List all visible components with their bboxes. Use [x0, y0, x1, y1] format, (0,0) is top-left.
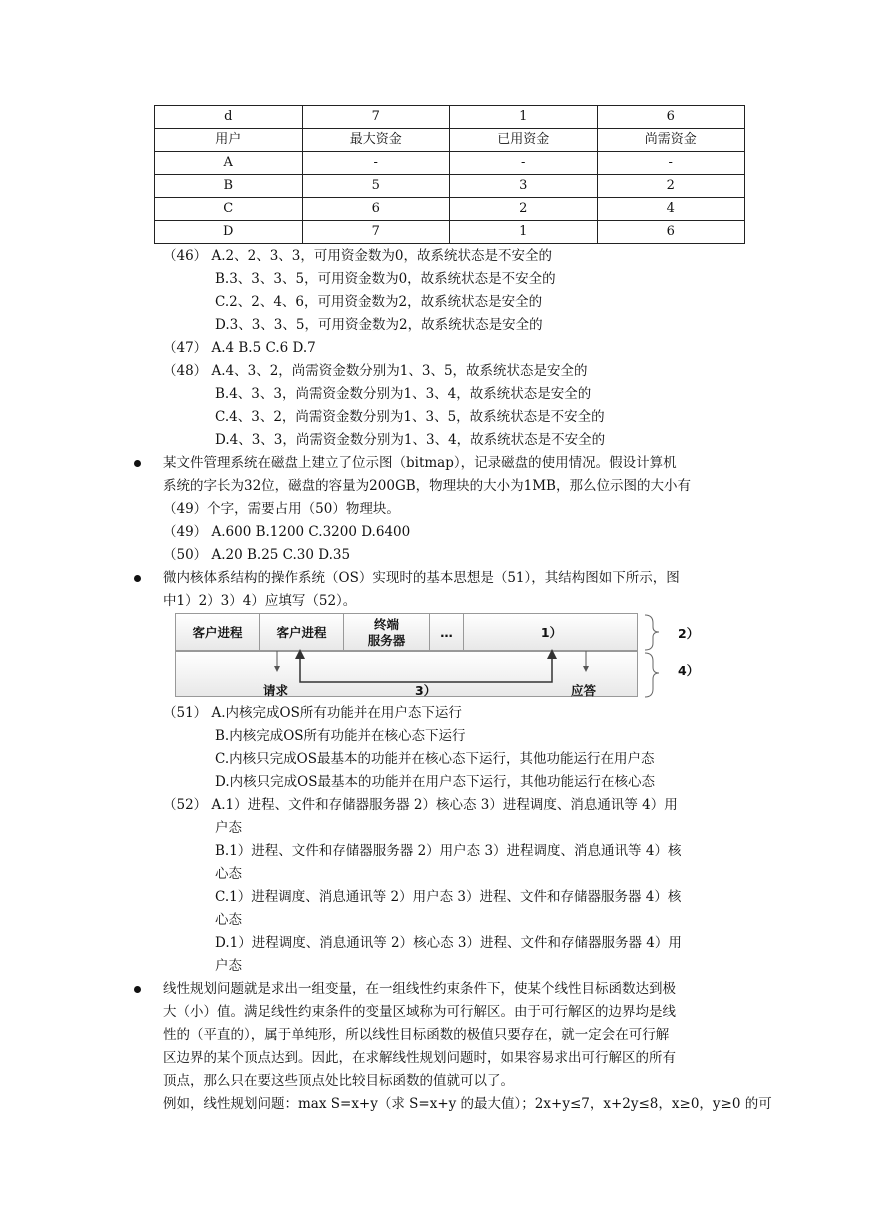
table-cell: C — [155, 198, 303, 221]
table-cell: 3 — [450, 175, 598, 198]
q51-d: D.内核只完成OS最基本的功能并在用户态下运行，其他功能运行在核心态 — [215, 774, 655, 790]
para-lp-1: 线性规划问题就是求出一组变量，在一组线性约束条件下，使某个线性目标函数达到极 — [163, 981, 676, 997]
table-cell: B — [155, 175, 303, 198]
table-row — [155, 152, 745, 175]
q52-a: （52） A.1）进程、文件和存储器服务器 2）核心态 3）进程调度、消息通讯等 4）用 — [163, 797, 678, 813]
microkernel-diagram — [175, 611, 705, 701]
q52-b-cont: 心态 — [215, 866, 242, 882]
table-cell: 6 — [302, 198, 450, 221]
table-cell: D — [155, 221, 303, 244]
para-bitmap-2: 系统的字长为32位，磁盘的容量为200GB，物理块的大小为1MB，那么位示图的大小有 — [163, 478, 691, 494]
q51-a: （51） A.内核完成OS所有功能并在用户态下运行 — [163, 705, 462, 721]
q50-options: （50） A.20 B.25 C.30 D.35 — [163, 547, 351, 563]
label-reply: 应答 — [571, 683, 597, 698]
para-microkernel-1: 微内核体系结构的操作系统（OS）实现时的基本思想是（51），其结构图如下所示，图 — [163, 570, 680, 586]
para-lp-example: 例如，线性规划问题：max S=x+y（求 S=x+y 的最大值）；2x+y≤7，x+2y≤8，x≥0，y≥0 的可 — [163, 1096, 772, 1112]
client-process-cell: 客户进程 — [260, 614, 344, 652]
table-cell: 5 — [302, 175, 450, 198]
diagram-arrows — [175, 611, 705, 701]
q48-c: C.4、3、2，尚需资金数分别为1、3、5，故系统状态是不安全的 — [215, 409, 605, 425]
table-cell: 6 — [597, 221, 745, 244]
q52-d: D.1）进程调度、消息通讯等 2）核心态 3）进程、文件和存储器服务器 4）用 — [215, 935, 682, 951]
client-process-cell: 客户进程 — [176, 614, 260, 652]
table-cell: 1 — [450, 106, 598, 129]
table-cell: 2 — [597, 175, 745, 198]
label-4: 4） — [678, 663, 700, 678]
table-cell: - — [302, 152, 450, 175]
q52-a-cont: 户态 — [215, 820, 242, 836]
table-row — [155, 175, 745, 198]
table-row — [155, 106, 745, 129]
terminal-server-cell: 终端 服务器 — [344, 614, 430, 652]
table-cell: 用户 — [155, 129, 303, 152]
table-cell: 尚需资金 — [597, 129, 745, 152]
q49-options: （49） A.600 B.1200 C.3200 D.6400 — [163, 524, 411, 540]
q47-options: （47） A.4 B.5 C.6 D.7 — [163, 340, 316, 356]
q46-c: C.2、2、4、6，可用资金数为2，故系统状态是安全的 — [215, 294, 543, 310]
label-request: 请求 — [263, 683, 289, 698]
q48-a: （48） A.4、3、2，尚需资金数分别为1、3、5，故系统状态是安全的 — [163, 363, 588, 379]
q52-c-cont: 心态 — [215, 912, 242, 928]
q51-c: C.内核只完成OS最基本的功能并在核心态下运行，其他功能运行在用户态 — [215, 751, 655, 767]
q51-b: B.内核完成OS所有功能并在核心态下运行 — [215, 728, 466, 744]
bullet-icon — [134, 460, 141, 467]
label-3: 3） — [415, 683, 437, 698]
table-row — [155, 129, 745, 152]
para-microkernel-2: 中1）2）3）4）应填写（52）。 — [163, 593, 357, 609]
table-cell: 已用资金 — [450, 129, 598, 152]
label-1-cell: 1） — [540, 625, 563, 640]
label-2: 2） — [678, 626, 700, 641]
table-cell: 2 — [450, 198, 598, 221]
table-cell: 7 — [302, 106, 450, 129]
para-bitmap-1: 某文件管理系统在磁盘上建立了位示图（bitmap），记录磁盘的使用情况。假设计算机 — [163, 455, 677, 471]
para-lp-2: 大（小）值。满足线性约束条件的变量区域称为可行解区。由于可行解区的边界均是线 — [163, 1004, 676, 1020]
para-lp-5: 顶点，那么只在要这些顶点处比较目标函数的值就可以了。 — [163, 1073, 514, 1089]
table-row — [155, 221, 745, 244]
q46-a: （46） A.2、2、3、3，可用资金数为0，故系统状态是不安全的 — [163, 248, 552, 264]
resource-table — [154, 105, 745, 244]
q52-d-cont: 户态 — [215, 958, 242, 974]
para-bitmap-3: （49）个字，需要占用（50）物理块。 — [163, 501, 400, 517]
table-cell: 最大资金 — [302, 129, 450, 152]
q52-c: C.1）进程调度、消息通讯等 2）用户态 3）进程、文件和存储器服务器 4）核 — [215, 889, 682, 905]
table-cell: 7 — [302, 221, 450, 244]
table-cell: d — [155, 106, 303, 129]
table-cell: 4 — [597, 198, 745, 221]
ellipsis-cell: … — [430, 614, 464, 652]
table-cell: - — [450, 152, 598, 175]
para-lp-3: 性的（平直的），属于单纯形，所以线性目标函数的极值只要存在，就一定会在可行解 — [163, 1027, 670, 1043]
bullet-icon — [134, 986, 141, 993]
table-cell: - — [597, 152, 745, 175]
para-lp-4: 区边界的某个顶点达到。因此，在求解线性规划问题时，如果容易求出可行解区的所有 — [163, 1050, 676, 1066]
q52-b: B.1）进程、文件和存储器服务器 2）用户态 3）进程调度、消息通讯等 4）核 — [215, 843, 682, 859]
table-cell: A — [155, 152, 303, 175]
table-cell: 1 — [450, 221, 598, 244]
q46-b: B.3、3、3、5，可用资金数为0，故系统状态是不安全的 — [215, 271, 556, 287]
q48-d: D.4、3、3，尚需资金数分别为1、3、4，故系统状态是不安全的 — [215, 432, 606, 448]
q48-b: B.4、3、3，尚需资金数分别为1、3、4，故系统状态是安全的 — [215, 386, 592, 402]
table-row — [155, 198, 745, 221]
bullet-icon — [134, 575, 141, 582]
table-cell: 6 — [597, 106, 745, 129]
q46-d: D.3、3、3、5，可用资金数为2，故系统状态是安全的 — [215, 317, 543, 333]
